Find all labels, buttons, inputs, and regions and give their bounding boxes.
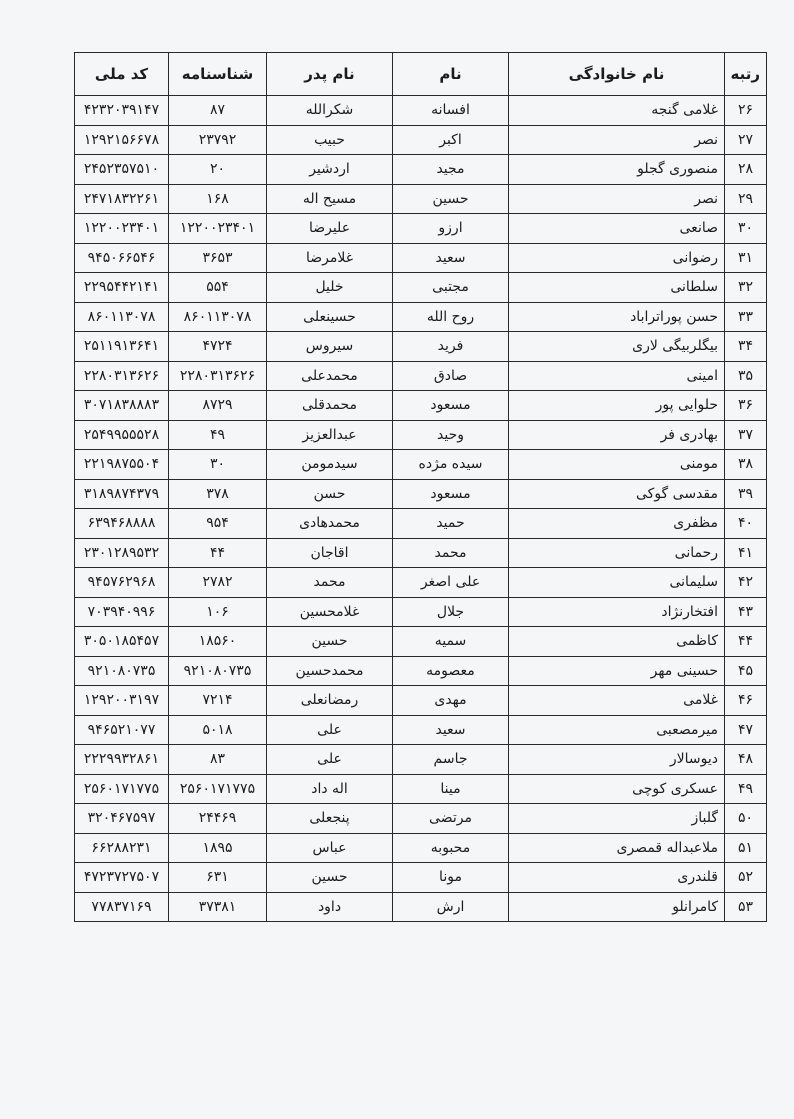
cell-father-name: اقاجان [267,538,393,568]
cell-id-number: ۲۲۸۰۳۱۳۶۲۶ [169,361,267,391]
cell-id-number: ۱۰۶ [169,597,267,627]
cell-family-name: بیگلربیگی لاری [509,332,725,362]
table-row [75,450,767,480]
cell-family-name: ملاعبداله قمصری [509,833,725,863]
cell-rank: ۴۸ [725,745,767,775]
cell-national-code: ۲۲۱۹۸۷۵۵۰۴ [75,450,169,480]
cell-first-name: علی اصغر [393,568,509,598]
cell-family-name: کاظمی [509,627,725,657]
cell-family-name: غلامی [509,686,725,716]
table-row [75,420,767,450]
cell-rank: ۳۵ [725,361,767,391]
cell-rank: ۲۷ [725,125,767,155]
header-national-code: کد ملی [75,53,169,96]
cell-family-name: رحمانی [509,538,725,568]
cell-first-name: ارش [393,892,509,922]
table-row [75,509,767,539]
cell-national-code: ۲۴۵۲۳۵۷۵۱۰ [75,155,169,185]
cell-national-code: ۳۰۵۰۱۸۵۴۵۷ [75,627,169,657]
cell-id-number: ۴۴ [169,538,267,568]
cell-father-name: خلیل [267,273,393,303]
cell-father-name: محمدهادی [267,509,393,539]
cell-family-name: سلیمانی [509,568,725,598]
cell-family-name: عسکری کوچی [509,774,725,804]
table-row [75,833,767,863]
cell-id-number: ۲۵۶۰۱۷۱۷۷۵ [169,774,267,804]
cell-rank: ۵۳ [725,892,767,922]
cell-id-number: ۵۰۱۸ [169,715,267,745]
cell-father-name: سیدمومن [267,450,393,480]
cell-father-name: محمدعلی [267,361,393,391]
table-body [75,96,767,922]
cell-first-name: حسین [393,184,509,214]
table-row [75,391,767,421]
cell-father-name: محمدحسین [267,656,393,686]
table-row [75,745,767,775]
cell-national-code: ۹۲۱۰۸۰۷۳۵ [75,656,169,686]
cell-rank: ۴۷ [725,715,767,745]
cell-family-name: مقدسی گوکی [509,479,725,509]
cell-id-number: ۶۳۱ [169,863,267,893]
cell-national-code: ۶۶۲۸۸۲۳۱ [75,833,169,863]
cell-father-name: غلامرضا [267,243,393,273]
header-father-name: نام پدر [267,53,393,96]
cell-first-name: مجید [393,155,509,185]
cell-rank: ۵۲ [725,863,767,893]
cell-first-name: مسعود [393,479,509,509]
cell-id-number: ۳۷۳۸۱ [169,892,267,922]
table-row [75,774,767,804]
cell-id-number: ۸۷ [169,96,267,126]
cell-id-number: ۵۵۴ [169,273,267,303]
cell-father-name: محمدقلی [267,391,393,421]
cell-national-code: ۲۲۸۰۳۱۳۶۲۶ [75,361,169,391]
cell-id-number: ۱۶۸ [169,184,267,214]
table-row [75,479,767,509]
cell-rank: ۲۶ [725,96,767,126]
table-row [75,656,767,686]
cell-rank: ۵۰ [725,804,767,834]
cell-id-number: ۹۵۴ [169,509,267,539]
cell-first-name: محبوبه [393,833,509,863]
cell-first-name: مسعود [393,391,509,421]
cell-rank: ۳۱ [725,243,767,273]
cell-first-name: افسانه [393,96,509,126]
cell-family-name: دیوسالار [509,745,725,775]
table-row [75,302,767,332]
cell-id-number: ۲۰ [169,155,267,185]
cell-national-code: ۷۰۳۹۴۰۹۹۶ [75,597,169,627]
cell-father-name: سیروس [267,332,393,362]
cell-rank: ۲۹ [725,184,767,214]
cell-family-name: مظفری [509,509,725,539]
cell-first-name: مونا [393,863,509,893]
cell-national-code: ۳۰۷۱۸۳۸۸۸۳ [75,391,169,421]
cell-father-name: حسین [267,627,393,657]
cell-national-code: ۴۷۲۳۷۲۷۵۰۷ [75,863,169,893]
cell-id-number: ۲۳۷۹۲ [169,125,267,155]
cell-father-name: علی [267,715,393,745]
table-row [75,863,767,893]
cell-family-name: نصر [509,184,725,214]
cell-rank: ۳۳ [725,302,767,332]
cell-first-name: حمید [393,509,509,539]
cell-family-name: امینی [509,361,725,391]
cell-id-number: ۸۶۰۱۱۳۰۷۸ [169,302,267,332]
cell-family-name: غلامی گنجه [509,96,725,126]
table-row [75,892,767,922]
cell-id-number: ۴۹ [169,420,267,450]
cell-national-code: ۹۴۶۵۲۱۰۷۷ [75,715,169,745]
table-row [75,538,767,568]
cell-id-number: ۹۲۱۰۸۰۷۳۵ [169,656,267,686]
cell-family-name: نصر [509,125,725,155]
cell-rank: ۴۶ [725,686,767,716]
table-row [75,243,767,273]
cell-father-name: اله داد [267,774,393,804]
table-row [75,332,767,362]
cell-rank: ۳۸ [725,450,767,480]
cell-first-name: جلال [393,597,509,627]
cell-rank: ۳۷ [725,420,767,450]
table-row [75,715,767,745]
table-row [75,361,767,391]
cell-national-code: ۷۷۸۳۷۱۶۹ [75,892,169,922]
table-row [75,568,767,598]
cell-id-number: ۳۶۵۳ [169,243,267,273]
cell-first-name: روح الله [393,302,509,332]
cell-national-code: ۴۲۳۲۰۳۹۱۴۷ [75,96,169,126]
table-row [75,804,767,834]
cell-first-name: مهدی [393,686,509,716]
table-row [75,597,767,627]
cell-national-code: ۲۵۱۱۹۱۳۶۴۱ [75,332,169,362]
cell-family-name: میرمصعبی [509,715,725,745]
table-row [75,627,767,657]
cell-family-name: قلندری [509,863,725,893]
cell-family-name: کامرانلو [509,892,725,922]
cell-national-code: ۱۲۲۰۰۲۳۴۰۱ [75,214,169,244]
cell-rank: ۴۳ [725,597,767,627]
cell-rank: ۲۸ [725,155,767,185]
table-row [75,686,767,716]
cell-first-name: مینا [393,774,509,804]
cell-rank: ۴۰ [725,509,767,539]
table-header [75,53,767,96]
cell-national-code: ۱۲۹۲۰۰۳۱۹۷ [75,686,169,716]
cell-first-name: فرید [393,332,509,362]
cell-first-name: سعید [393,715,509,745]
header-first-name: نام [393,53,509,96]
cell-first-name: صادق [393,361,509,391]
cell-id-number: ۴۷۲۴ [169,332,267,362]
cell-first-name: سیده مژده [393,450,509,480]
cell-national-code: ۳۲۰۴۶۷۵۹۷ [75,804,169,834]
cell-family-name: حلوایی پور [509,391,725,421]
cell-family-name: سلطانی [509,273,725,303]
cell-national-code: ۳۱۸۹۸۷۴۳۷۹ [75,479,169,509]
cell-father-name: محمد [267,568,393,598]
cell-first-name: مرتضی [393,804,509,834]
cell-rank: ۳۲ [725,273,767,303]
cell-national-code: ۲۵۶۰۱۷۱۷۷۵ [75,774,169,804]
cell-id-number: ۳۷۸ [169,479,267,509]
cell-id-number: ۸۷۲۹ [169,391,267,421]
cell-father-name: غلامحسین [267,597,393,627]
cell-first-name: معصومه [393,656,509,686]
cell-father-name: مسیح اله [267,184,393,214]
cell-rank: ۵۱ [725,833,767,863]
cell-id-number: ۸۳ [169,745,267,775]
cell-family-name: رضوانی [509,243,725,273]
cell-id-number: ۱۲۲۰۰۲۳۴۰۱ [169,214,267,244]
cell-father-name: علیرضا [267,214,393,244]
table-row [75,184,767,214]
cell-first-name: محمد [393,538,509,568]
cell-rank: ۳۹ [725,479,767,509]
cell-first-name: مجتبی [393,273,509,303]
header-row [75,53,767,96]
cell-father-name: رمضانعلی [267,686,393,716]
cell-national-code: ۱۲۹۲۱۵۶۶۷۸ [75,125,169,155]
cell-id-number: ۲۷۸۲ [169,568,267,598]
cell-father-name: اردشیر [267,155,393,185]
cell-father-name: پنجعلی [267,804,393,834]
cell-id-number: ۲۴۴۶۹ [169,804,267,834]
table-row [75,155,767,185]
cell-father-name: عبدالعزیز [267,420,393,450]
cell-family-name: صانعی [509,214,725,244]
cell-father-name: داود [267,892,393,922]
cell-father-name: شکرالله [267,96,393,126]
header-id-number: شناسنامه [169,53,267,96]
cell-national-code: ۲۴۷۱۸۳۲۲۶۱ [75,184,169,214]
cell-family-name: افتخارنژاد [509,597,725,627]
cell-rank: ۴۴ [725,627,767,657]
cell-id-number: ۱۸۵۶۰ [169,627,267,657]
cell-national-code: ۶۳۹۴۶۸۸۸۸ [75,509,169,539]
cell-first-name: اکبر [393,125,509,155]
cell-first-name: جاسم [393,745,509,775]
cell-national-code: ۲۵۴۹۹۵۵۵۲۸ [75,420,169,450]
cell-father-name: حبیب [267,125,393,155]
cell-id-number: ۷۲۱۴ [169,686,267,716]
cell-family-name: بهادری فر [509,420,725,450]
cell-first-name: سعید [393,243,509,273]
table-row [75,96,767,126]
cell-father-name: حسن [267,479,393,509]
cell-national-code: ۲۲۹۵۴۴۲۱۴۱ [75,273,169,303]
cell-national-code: ۲۳۰۱۲۸۹۵۳۲ [75,538,169,568]
cell-national-code: ۹۴۵۷۶۲۹۶۸ [75,568,169,598]
cell-rank: ۳۶ [725,391,767,421]
header-family-name: نام خانوادگی [509,53,725,96]
cell-rank: ۳۰ [725,214,767,244]
cell-id-number: ۳۰ [169,450,267,480]
cell-rank: ۴۹ [725,774,767,804]
cell-rank: ۳۴ [725,332,767,362]
cell-family-name: حسن پوراتراباد [509,302,725,332]
cell-rank: ۴۵ [725,656,767,686]
cell-national-code: ۹۴۵۰۶۶۵۴۶ [75,243,169,273]
cell-first-name: وحید [393,420,509,450]
cell-father-name: حسینعلی [267,302,393,332]
cell-family-name: مومنی [509,450,725,480]
cell-first-name: سمیه [393,627,509,657]
cell-first-name: ارزو [393,214,509,244]
cell-family-name: حسینی مهر [509,656,725,686]
cell-rank: ۴۲ [725,568,767,598]
cell-id-number: ۱۸۹۵ [169,833,267,863]
cell-father-name: حسین [267,863,393,893]
header-rank: رتبه [725,53,767,96]
cell-family-name: منصوری گجلو [509,155,725,185]
table-row [75,214,767,244]
table-row [75,273,767,303]
cell-national-code: ۸۶۰۱۱۳۰۷۸ [75,302,169,332]
roster-table [74,52,767,922]
cell-family-name: گلباز [509,804,725,834]
cell-father-name: عباس [267,833,393,863]
table-row [75,125,767,155]
cell-father-name: علی [267,745,393,775]
cell-national-code: ۲۲۲۹۹۳۲۸۶۱ [75,745,169,775]
cell-rank: ۴۱ [725,538,767,568]
